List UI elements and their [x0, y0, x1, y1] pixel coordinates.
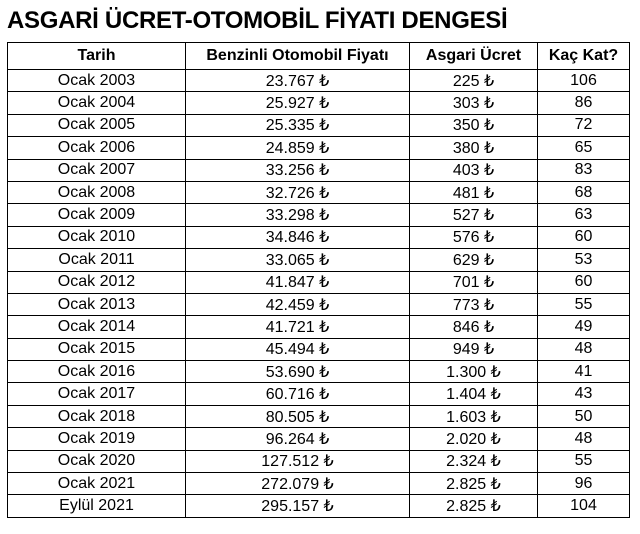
cell-minimum-wage: 225 ₺ — [410, 70, 538, 92]
header-row — [8, 43, 630, 70]
cell-car-price: 33.298 ₺ — [186, 204, 410, 226]
table-row — [8, 271, 630, 293]
cell-date: Ocak 2007 — [8, 159, 186, 181]
cell-minimum-wage: 2.020 ₺ — [410, 428, 538, 450]
table-row — [8, 383, 630, 405]
cell-ratio: 48 — [538, 338, 630, 360]
cell-car-price: 24.859 ₺ — [186, 137, 410, 159]
cell-ratio: 106 — [538, 70, 630, 92]
table-row — [8, 159, 630, 181]
cell-minimum-wage: 576 ₺ — [410, 226, 538, 248]
cell-minimum-wage: 350 ₺ — [410, 114, 538, 136]
cell-car-price: 34.846 ₺ — [186, 226, 410, 248]
cell-date: Ocak 2012 — [8, 271, 186, 293]
cell-car-price: 41.721 ₺ — [186, 316, 410, 338]
table-row — [8, 249, 630, 271]
cell-date: Ocak 2003 — [8, 70, 186, 92]
cell-minimum-wage: 773 ₺ — [410, 293, 538, 315]
cell-minimum-wage: 1.300 ₺ — [410, 361, 538, 383]
table-row — [8, 226, 630, 248]
cell-ratio: 55 — [538, 293, 630, 315]
cell-minimum-wage: 527 ₺ — [410, 204, 538, 226]
cell-ratio: 43 — [538, 383, 630, 405]
cell-date: Ocak 2021 — [8, 473, 186, 495]
cell-date: Ocak 2017 — [8, 383, 186, 405]
cell-date: Ocak 2011 — [8, 249, 186, 271]
cell-minimum-wage: 1.603 ₺ — [410, 405, 538, 427]
cell-date: Ocak 2005 — [8, 114, 186, 136]
table-row — [8, 204, 630, 226]
cell-ratio: 60 — [538, 271, 630, 293]
cell-minimum-wage: 403 ₺ — [410, 159, 538, 181]
cell-car-price: 33.256 ₺ — [186, 159, 410, 181]
cell-minimum-wage: 949 ₺ — [410, 338, 538, 360]
cell-date: Ocak 2020 — [8, 450, 186, 472]
cell-ratio: 55 — [538, 450, 630, 472]
table-row — [8, 405, 630, 427]
column-header-car-price: Benzinli Otomobil Fiyatı — [186, 43, 410, 70]
cell-car-price: 42.459 ₺ — [186, 293, 410, 315]
cell-minimum-wage: 481 ₺ — [410, 181, 538, 203]
cell-date: Ocak 2013 — [8, 293, 186, 315]
cell-minimum-wage: 1.404 ₺ — [410, 383, 538, 405]
cell-car-price: 23.767 ₺ — [186, 70, 410, 92]
table-row — [8, 181, 630, 203]
cell-date: Ocak 2016 — [8, 361, 186, 383]
cell-ratio: 65 — [538, 137, 630, 159]
table-row — [8, 338, 630, 360]
cell-minimum-wage: 2.324 ₺ — [410, 450, 538, 472]
cell-date: Ocak 2008 — [8, 181, 186, 203]
cell-date: Ocak 2006 — [8, 137, 186, 159]
cell-date: Eylül 2021 — [8, 495, 186, 517]
table-row — [8, 316, 630, 338]
data-table — [7, 42, 630, 518]
cell-car-price: 33.065 ₺ — [186, 249, 410, 271]
cell-date: Ocak 2015 — [8, 338, 186, 360]
table-row — [8, 428, 630, 450]
table-row — [8, 495, 630, 517]
cell-car-price: 25.335 ₺ — [186, 114, 410, 136]
cell-car-price: 60.716 ₺ — [186, 383, 410, 405]
cell-date: Ocak 2010 — [8, 226, 186, 248]
cell-car-price: 96.264 ₺ — [186, 428, 410, 450]
table-row — [8, 293, 630, 315]
cell-ratio: 63 — [538, 204, 630, 226]
cell-minimum-wage: 2.825 ₺ — [410, 473, 538, 495]
cell-car-price: 25.927 ₺ — [186, 92, 410, 114]
cell-date: Ocak 2019 — [8, 428, 186, 450]
cell-car-price: 272.079 ₺ — [186, 473, 410, 495]
cell-ratio: 96 — [538, 473, 630, 495]
cell-date: Ocak 2009 — [8, 204, 186, 226]
cell-car-price: 53.690 ₺ — [186, 361, 410, 383]
cell-minimum-wage: 2.825 ₺ — [410, 495, 538, 517]
cell-car-price: 32.726 ₺ — [186, 181, 410, 203]
column-header-minimum-wage: Asgari Ücret — [410, 43, 538, 70]
cell-ratio: 86 — [538, 92, 630, 114]
cell-car-price: 45.494 ₺ — [186, 338, 410, 360]
cell-ratio: 104 — [538, 495, 630, 517]
table-row — [8, 70, 630, 92]
cell-ratio: 68 — [538, 181, 630, 203]
column-header-date: Tarih — [8, 43, 186, 70]
cell-car-price: 41.847 ₺ — [186, 271, 410, 293]
cell-minimum-wage: 380 ₺ — [410, 137, 538, 159]
cell-minimum-wage: 846 ₺ — [410, 316, 538, 338]
cell-ratio: 50 — [538, 405, 630, 427]
table-row — [8, 114, 630, 136]
page-title: ASGARİ ÜCRET-OTOMOBİL FİYATI DENGESİ — [7, 7, 508, 34]
cell-minimum-wage: 701 ₺ — [410, 271, 538, 293]
cell-date: Ocak 2004 — [8, 92, 186, 114]
cell-car-price: 127.512 ₺ — [186, 450, 410, 472]
table-row — [8, 450, 630, 472]
cell-car-price: 295.157 ₺ — [186, 495, 410, 517]
table-row — [8, 473, 630, 495]
cell-car-price: 80.505 ₺ — [186, 405, 410, 427]
cell-ratio: 41 — [538, 361, 630, 383]
table-body — [8, 70, 630, 518]
cell-minimum-wage: 303 ₺ — [410, 92, 538, 114]
cell-ratio: 53 — [538, 249, 630, 271]
cell-date: Ocak 2018 — [8, 405, 186, 427]
table-row — [8, 361, 630, 383]
cell-ratio: 60 — [538, 226, 630, 248]
table-row — [8, 137, 630, 159]
column-header-ratio: Kaç Kat? — [538, 43, 630, 70]
cell-minimum-wage: 629 ₺ — [410, 249, 538, 271]
table-row — [8, 92, 630, 114]
cell-ratio: 49 — [538, 316, 630, 338]
cell-ratio: 72 — [538, 114, 630, 136]
cell-ratio: 83 — [538, 159, 630, 181]
cell-ratio: 48 — [538, 428, 630, 450]
cell-date: Ocak 2014 — [8, 316, 186, 338]
